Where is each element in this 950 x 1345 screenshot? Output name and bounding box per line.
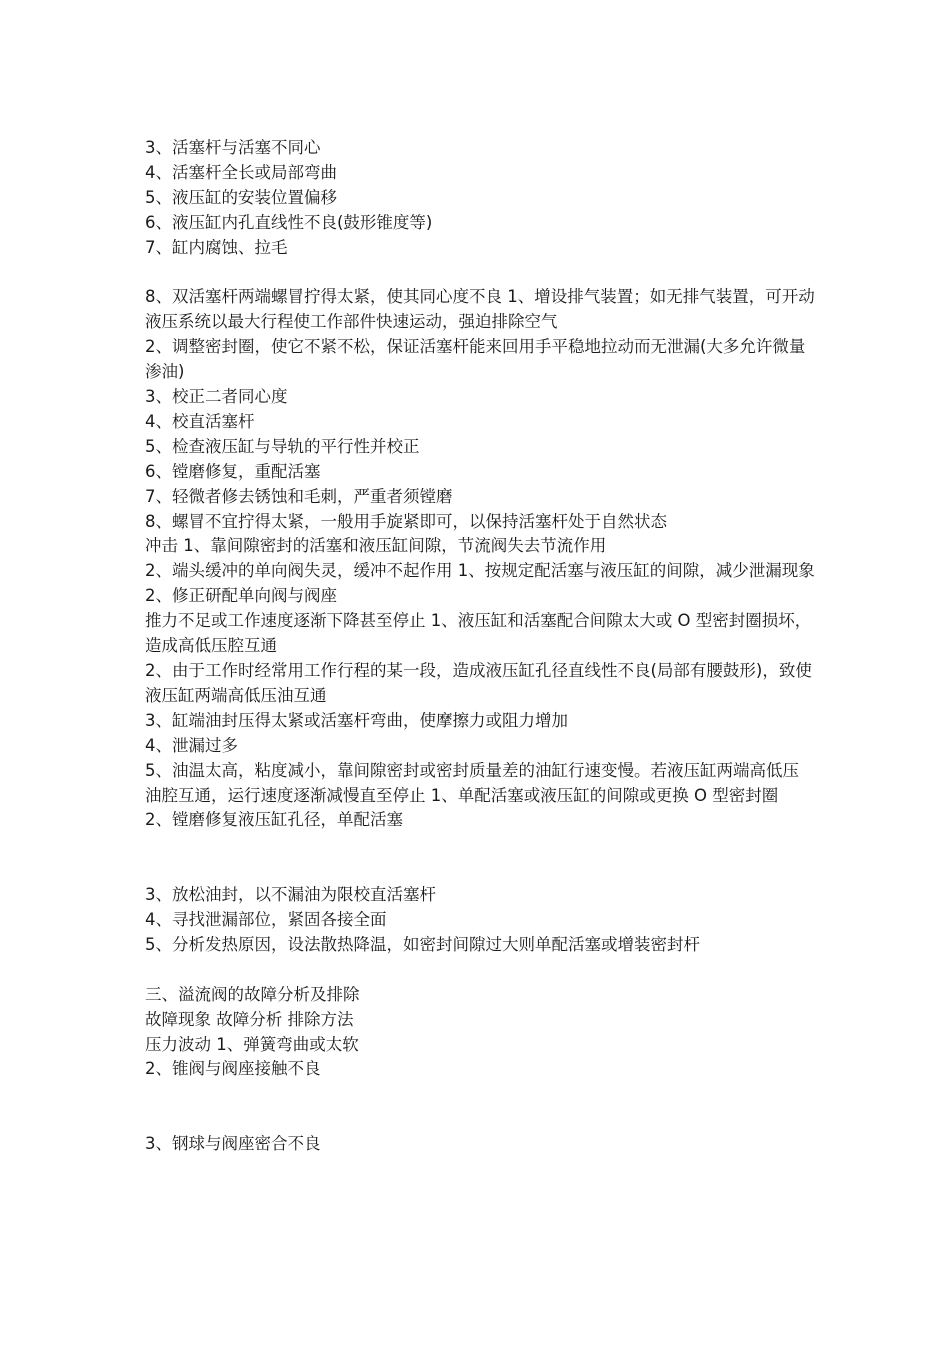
- text-line: 5、分析发热原因，设法散热降温，如密封间隙过大则单配活塞或增装密封杆: [145, 934, 700, 954]
- text-line: 压力波动 1、弹簧弯曲或太软: [145, 1034, 359, 1054]
- text-line: 4、活塞杆全长或局部弯曲: [145, 162, 337, 182]
- text-line: 4、校直活塞杆: [145, 411, 255, 431]
- text-line: 3、钢球与阀座密合不良: [145, 1134, 321, 1154]
- text-line: 5、检查液压缸与导轨的平行性并校正: [145, 436, 420, 456]
- text-line: 2、镗磨修复液压缸孔径，单配活塞: [145, 810, 403, 830]
- text-line: 6、液压缸内孔直线性不良(鼓形锥度等): [145, 212, 433, 232]
- text-line: 8、螺冒不宜拧得太紧，一般用手旋紧即可，以保持活塞杆处于自然状态: [145, 511, 667, 531]
- text-paragraph: 2、端头缓冲的单向阀失灵，缓冲不起作用 1、按规定配活塞与液压缸的间隙，减少泄漏现象: [145, 561, 815, 581]
- text-line: 3、缸端油封压得太紧或活塞杆弯曲，使摩擦力或阻力增加: [145, 710, 568, 730]
- blank-line: [145, 261, 815, 286]
- text-line: 3、活塞杆与活塞不同心: [145, 138, 321, 157]
- blank-line: [145, 1082, 815, 1132]
- text-paragraph: 8、双活塞杆两端螺冒拧得太紧，使其同心度不良 1、增设排气装置；如无排气装置，可开动液压系统以最大行程使工作部件快速运动，强迫排除空气: [145, 287, 815, 332]
- text-paragraph: 5、油温太高，粘度减小，靠间隙密封或密封质量差的油缸行速变慢。若液压缸两端高低压油腔互通，运行速度逐渐减慢直至停止 1、单配活塞或液压缸的间隙或更换 O 型密封圈: [145, 760, 799, 805]
- text-line: 2、修正研配单向阀与阀座: [145, 586, 337, 606]
- blank-line: [145, 958, 815, 983]
- text-line: 3、校正二者同心度: [145, 387, 288, 407]
- text-line: 7、缸内腐蚀、拉毛: [145, 237, 288, 257]
- text-paragraph: 推力不足或工作速度逐渐下降甚至停止 1、液压缸和活塞配合间隙太大或 O 型密封圈损坏，造成高低压腔互通: [145, 611, 812, 656]
- text-line: 4、寻找泄漏部位，紧固各接全面: [145, 910, 387, 930]
- text-paragraph: 2、调整密封圈，使它不紧不松，保证活塞杆能来回用手平稳地拉动而无泄漏(大多允许微量渗油): [145, 337, 806, 382]
- blank-line: [145, 833, 815, 883]
- text-line: 7、轻微者修去锈蚀和毛刺，严重者须镗磨: [145, 486, 453, 506]
- text-paragraph: 2、由于工作时经常用工作行程的某一段，造成液压缸孔径直线性不良(局部有腰鼓形)，致使液压缸两端高低压油互通: [145, 661, 812, 705]
- text-line: 2、锥阀与阀座接触不良: [145, 1059, 321, 1079]
- document-body: [145, 136, 815, 1157]
- table-header-line: 故障现象 故障分析 排除方法: [145, 1009, 354, 1029]
- section-heading: 三、溢流阀的故障分析及排除: [145, 984, 360, 1004]
- text-line: 5、液压缸的安装位置偏移: [145, 187, 337, 207]
- text-line: 6、镗磨修复，重配活塞: [145, 461, 321, 481]
- text-line: 4、泄漏过多: [145, 735, 238, 755]
- text-line: 3、放松油封，以不漏油为限校直活塞杆: [145, 885, 436, 905]
- text-line: 冲击 1、靠间隙密封的活塞和液压缸间隙，节流阀失去节流作用: [145, 536, 607, 556]
